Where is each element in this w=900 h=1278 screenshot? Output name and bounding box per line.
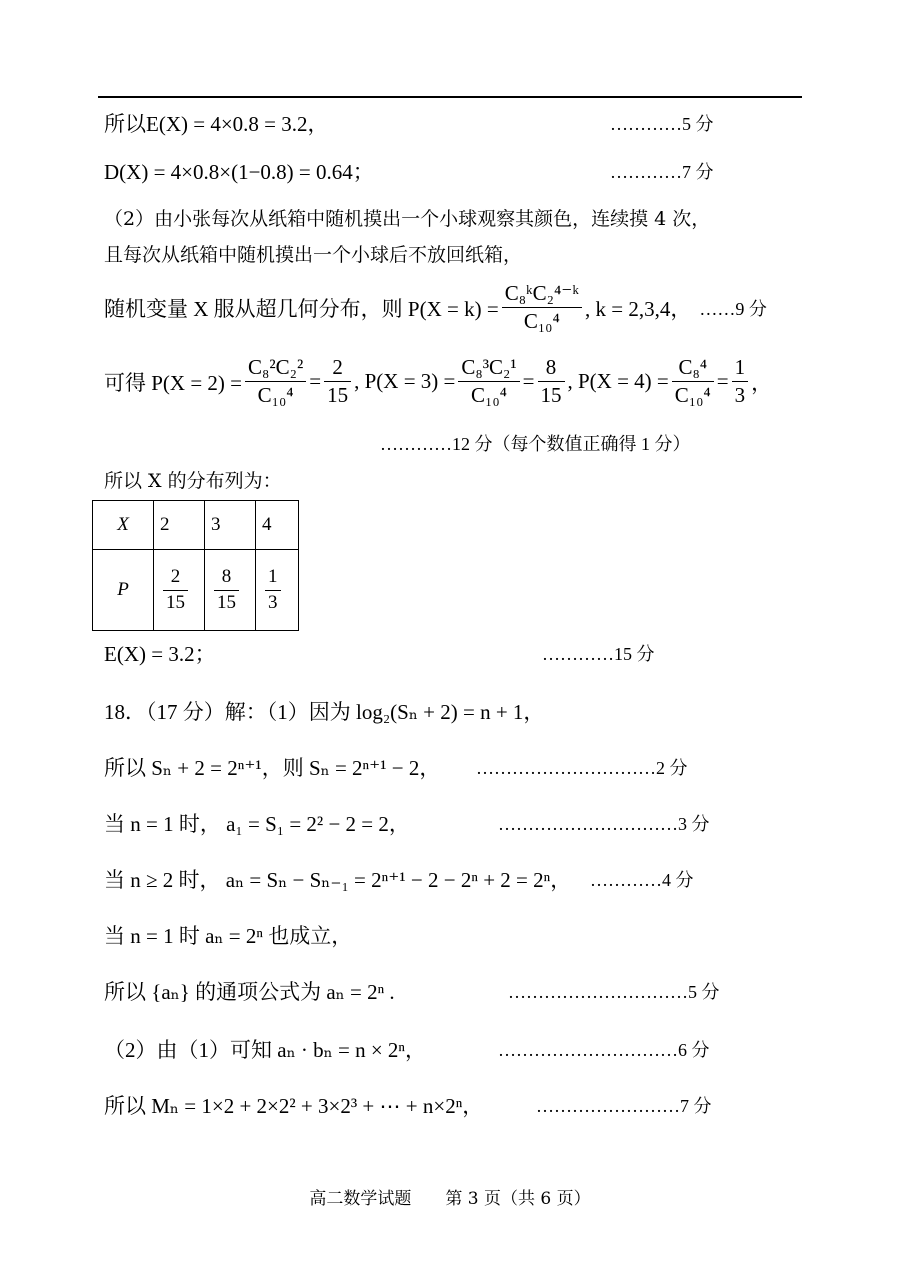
line-check: 当 n = 1 时 aₙ = 2ⁿ 也成立，	[104, 924, 353, 948]
frac-den: 15	[166, 591, 185, 613]
points-2: …………………………2 分	[476, 758, 688, 778]
prob-frac	[265, 567, 281, 614]
p3-formula-den: C₁₀⁴	[471, 383, 508, 408]
line-anbn: （2）由（1）可知 aₙ · bₙ = n × 2ⁿ，	[104, 1038, 427, 1062]
points-6: …………………………6 分	[498, 1040, 710, 1060]
frac-num: 8	[214, 567, 239, 591]
hypergeo-num: C₈ᵏC₂⁴⁻ᵏ	[502, 282, 582, 308]
table-row	[93, 550, 299, 631]
part2-intro: （2）由小张每次从纸箱中随机摸出一个小球观察其颜色，连续摸 4 次，	[104, 208, 711, 230]
page-footer: 高二数学试题 第 3 页（共 6 页）	[309, 1189, 591, 1209]
prob-suffix: ，	[751, 370, 773, 395]
points-5b: …………………………5 分	[508, 982, 720, 1002]
line-dx: D(X) = 4×0.8×(1−0.8) = 0.64；	[104, 160, 374, 184]
header-rule	[98, 96, 802, 98]
prob-mid-1: , P(X = 3) =	[354, 369, 456, 394]
frac-den: 3	[268, 591, 278, 613]
table-header-x	[93, 501, 154, 550]
p4-value-num: 1	[732, 356, 749, 382]
table-cell: 3	[205, 501, 256, 550]
prob-prefix: 可得 P(X = 2) =	[104, 370, 243, 395]
p2-formula-den: C₁₀⁴	[257, 383, 294, 408]
table-header-p	[93, 550, 154, 631]
line-mn: 所以 Mₙ = 1×2 + 2×2² + 3×2³ + ⋯ + n×2ⁿ，	[104, 1094, 484, 1118]
distribution-table	[92, 500, 299, 631]
frac-num: 1	[265, 567, 281, 591]
p4-formula-den: C₁₀⁴	[674, 383, 711, 408]
table-cell: 4	[256, 501, 299, 550]
p3-value-den: 15	[540, 383, 562, 408]
table-cell	[205, 550, 256, 631]
hypergeometric-line	[104, 282, 767, 333]
line-ex-result: E(X) = 3.2；	[104, 642, 216, 666]
p3-value-num: 8	[538, 356, 565, 382]
points-4: …………4 分	[590, 870, 694, 890]
points-3: …………………………3 分	[498, 814, 710, 834]
p2-formula	[245, 356, 306, 407]
p3-formula	[458, 356, 519, 407]
line-general: 所以 {aₙ} 的通项公式为 aₙ = 2ⁿ .	[104, 980, 395, 1004]
p2-value-num: 2	[324, 356, 351, 382]
eq-sign-2: =	[522, 369, 535, 394]
points-7: …………7 分	[610, 162, 714, 182]
eq-sign-1: =	[309, 369, 322, 394]
prob-frac	[163, 567, 188, 614]
p2-value-den: 15	[327, 383, 349, 408]
p4-formula-num: C₈⁴	[672, 356, 714, 382]
hypergeo-den: C₁₀⁴	[523, 309, 560, 334]
p2-formula-num: C₈²C₂²	[245, 356, 306, 382]
frac-den: 15	[217, 591, 236, 613]
p4-formula	[672, 356, 714, 407]
frac-num: 2	[163, 567, 188, 591]
points-5: …………5 分	[610, 114, 714, 134]
p3-formula-num: C₈³C₂¹	[458, 356, 519, 382]
p4-value	[732, 356, 749, 407]
points-9: ……9 分	[699, 298, 767, 319]
table-cell	[154, 550, 205, 631]
line-a1: 当 n = 1 时， a₁ = S₁ = 2² − 2 = 2，	[104, 812, 410, 836]
points-12: …………12 分（每个数值正确得 1 分）	[380, 434, 691, 454]
eq-sign-3: =	[716, 369, 729, 394]
table-cell: 2	[154, 501, 205, 550]
line-an: 当 n ≥ 2 时， aₙ = Sₙ − Sₙ₋₁ = 2ⁿ⁺¹ − 2 − 2ⁿ + 2 = 2ⁿ，	[104, 868, 572, 892]
table-cell	[256, 550, 299, 631]
line-ex: 所以E(X) = 4×0.8 = 3.2，	[104, 112, 329, 136]
p-symbol: P	[117, 579, 129, 600]
p3-value	[538, 356, 565, 407]
table-row	[93, 501, 299, 550]
points-15: …………15 分	[542, 644, 655, 664]
part2-cond: 且每次从纸箱中随机摸出一个小球后不放回纸箱，	[104, 244, 523, 266]
points-7b: ……………………7 分	[536, 1096, 712, 1116]
hypergeo-tail: , k = 2,3,4，	[585, 296, 692, 321]
hypergeo-fraction	[502, 282, 582, 333]
distribution-intro: 所以 X 的分布列为：	[104, 470, 282, 492]
p4-value-den: 3	[734, 383, 746, 408]
problem-18-title: 18．（17 分）解：（1）因为 log₂(Sₙ + 2) = n + 1，	[104, 700, 545, 724]
x-symbol: X	[117, 514, 129, 535]
p2-value	[324, 356, 351, 407]
prob-frac	[214, 567, 239, 614]
prob-mid-2: , P(X = 4) =	[567, 369, 669, 394]
line-sn: 所以 Sₙ + 2 = 2ⁿ⁺¹，则 Sₙ = 2ⁿ⁺¹ − 2，	[104, 756, 441, 780]
hypergeo-prefix: 随机变量 X 服从超几何分布，则 P(X = k) =	[104, 296, 499, 321]
probabilities-line	[104, 356, 772, 407]
